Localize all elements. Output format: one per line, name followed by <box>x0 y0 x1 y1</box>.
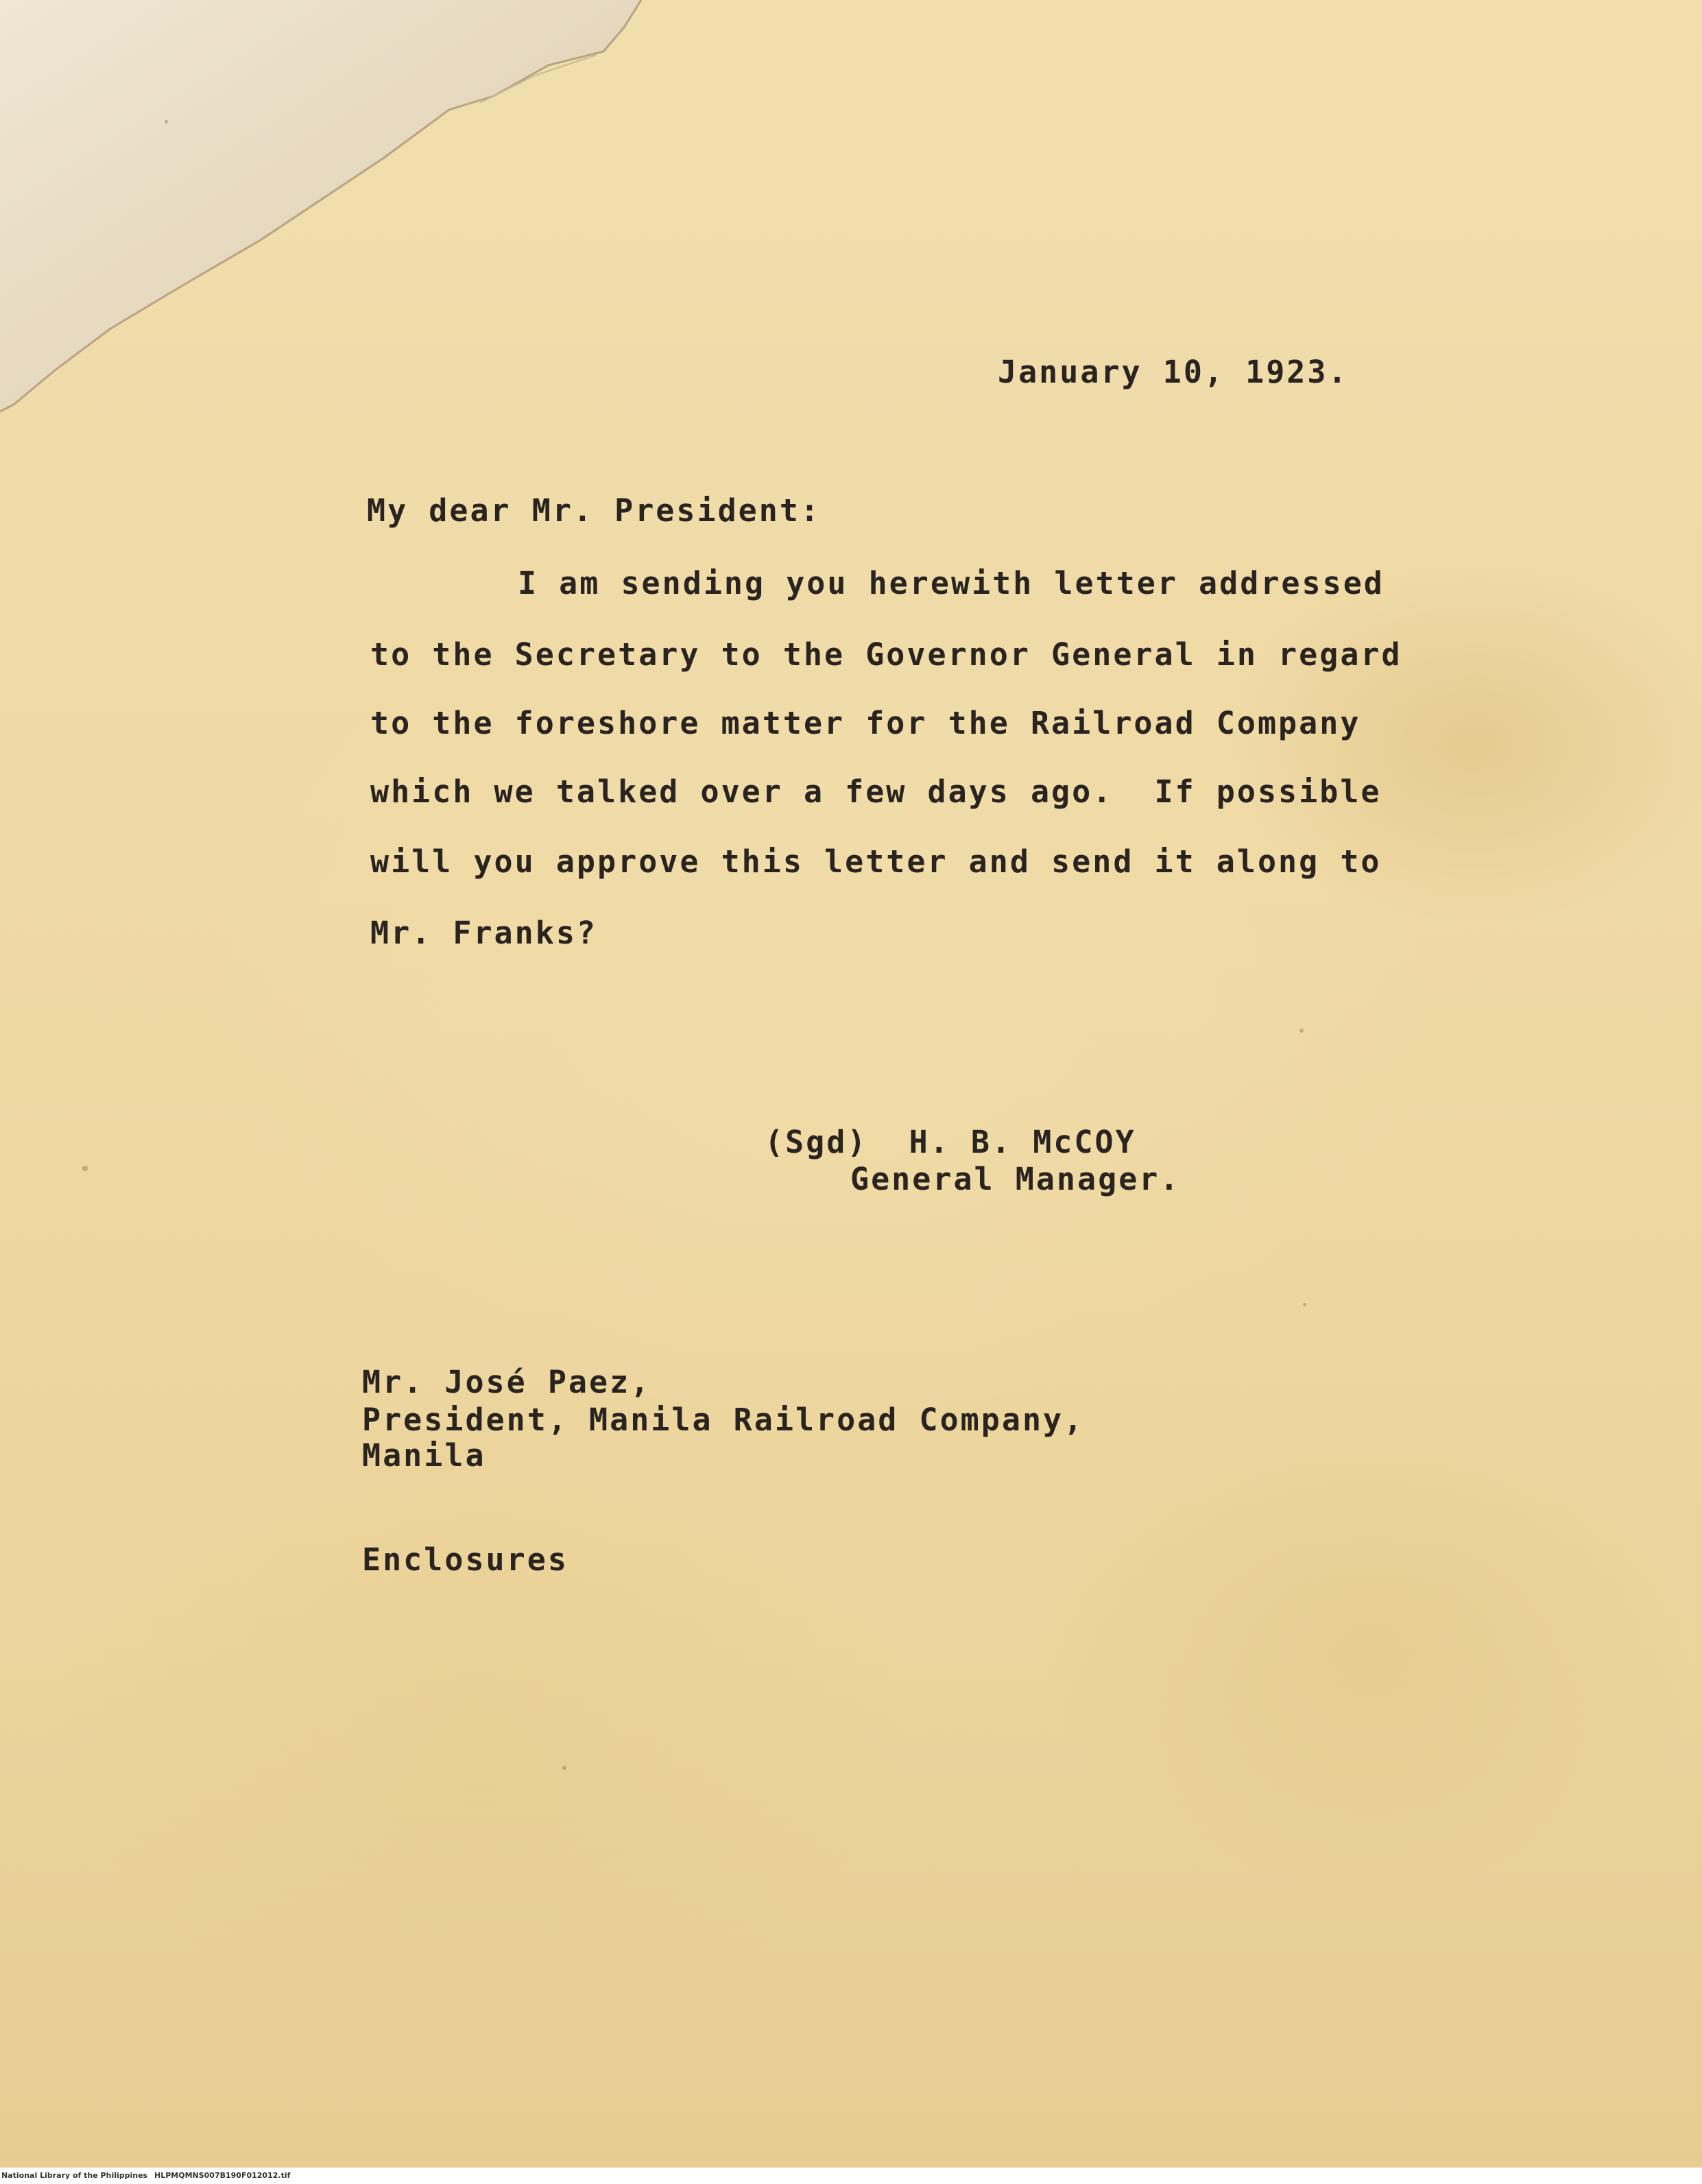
body-line: will you approve this letter and send it along to <box>370 843 1382 880</box>
paper-speck <box>82 1166 88 1171</box>
footer-institution: National Library of the Philippines <box>1 2171 148 2180</box>
body-line: I am sending you herewith letter addressed <box>518 565 1385 601</box>
paper-speck <box>1299 1029 1304 1033</box>
body-line: to the foreshore matter for the Railroad Company <box>370 705 1361 741</box>
paper-speck <box>1303 1303 1306 1306</box>
footer-file-name: HLPMQMNS007B190F012012.tif <box>154 2171 291 2180</box>
scan-footer <box>0 2168 1702 2184</box>
signature-title: General Manager. <box>850 1161 1181 1197</box>
recipient-name: Mr. José Paez, <box>362 1364 651 1400</box>
letter-date: January 10, 1923. <box>998 354 1349 390</box>
body-line: to the Secretary to the Governor General in regard <box>370 636 1402 673</box>
salutation: My dear Mr. President: <box>367 492 822 529</box>
body-line: which we talked over a few days ago. If possible <box>370 773 1382 810</box>
paper-speck <box>562 1766 566 1770</box>
recipient-position: President, Manila Railroad Company, <box>362 1402 1085 1438</box>
paper-speck <box>165 120 168 123</box>
recipient-city: Manila <box>362 1437 486 1474</box>
body-line: Mr. Franks? <box>370 915 598 951</box>
signature-line: (Sgd) H. B. McCOY <box>765 1124 1136 1160</box>
enclosures-note: Enclosures <box>362 1541 568 1578</box>
